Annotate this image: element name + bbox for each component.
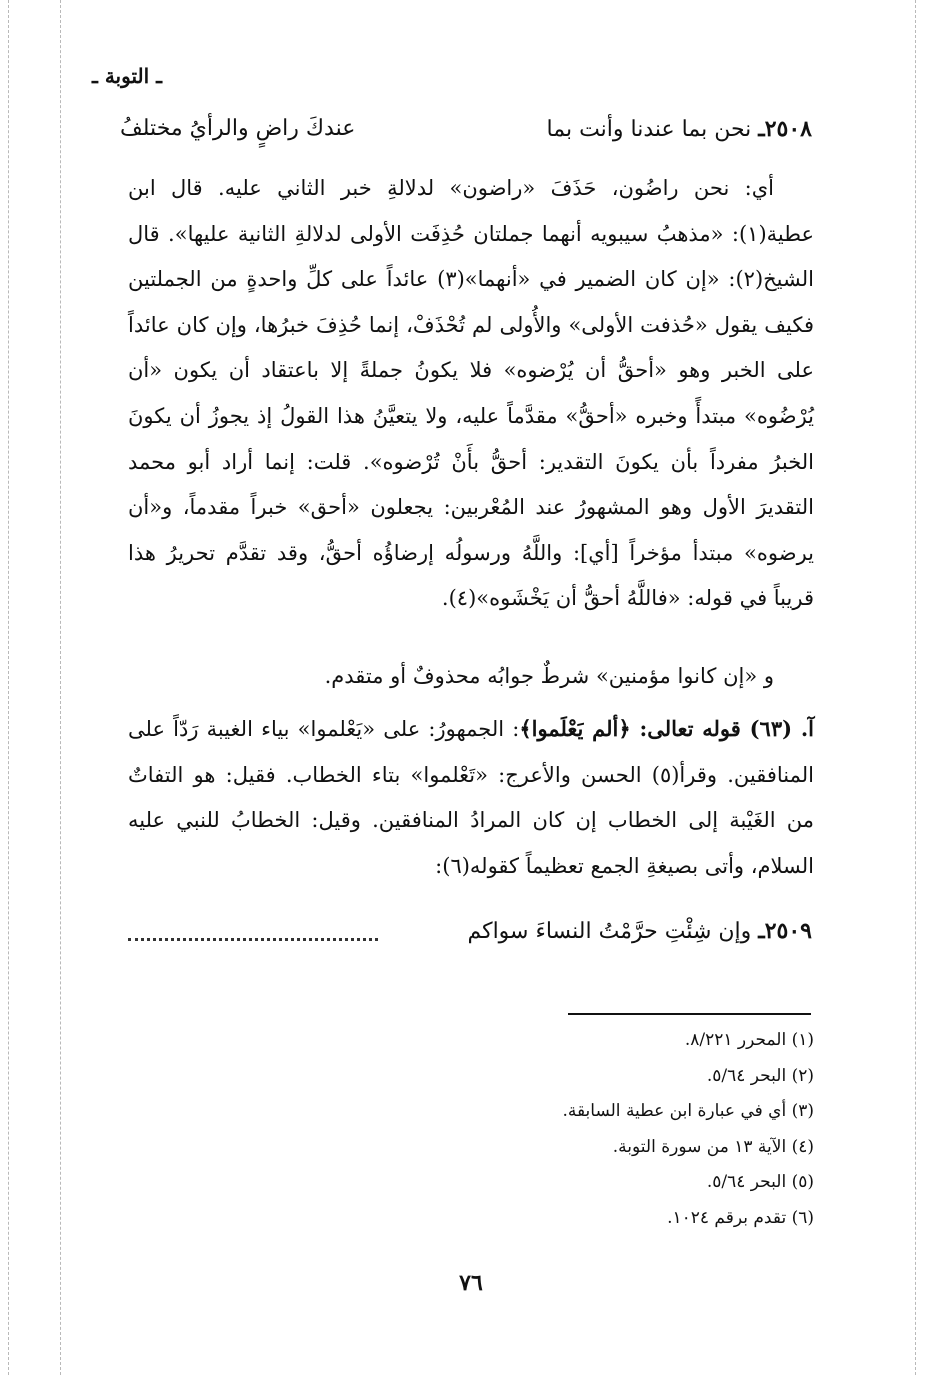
scan-edge-left (8, 0, 9, 1375)
page-number: ٧٦ (459, 1270, 483, 1296)
verse-2509 (400, 918, 812, 950)
footnote-separator (568, 1013, 811, 1015)
paragraph-verse-63 (128, 706, 814, 889)
verse-number: ٢٥٠٩ـ (758, 918, 812, 944)
verse-2508 (120, 116, 812, 148)
verse-63-text: : الجمهورُ: على «يَعْلموا» بياء الغيبة رَدّاً على المنافقين. وقرأ(٥) الحسن والأعرج: «تَعْلموا» بتاء الخطاب. فقيل: هو التفاتٌ من الغَيْبة إلى الخطاب إن كان المرادُ المنافقين. وقيل: الخطابُ للنبي عليه السلام، وأتى بصيغةِ الجمع تعظيماً كقوله(٦): (128, 717, 814, 878)
footnote-1: (١) المحرر ٨/٢٢١. (684, 1030, 814, 1050)
footnote-4: (٤) الآية ١٣ من سورة التوبة. (612, 1137, 814, 1157)
verse-number: ٢٥٠٨ـ (758, 116, 812, 142)
verse-63-heading: آ. (٦٣) قوله تعالى: ﴿ألم يَعْلَموا﴾ (519, 716, 814, 741)
paragraph-commentary: أي: نحن راضُون، حَذَفَ «راضون» لدلالةِ خبر الثاني عليه. قال ابن عطية(١): «مذهبُ سيبويه أنهما جملتان حُذِفَت الأولى لدلالةِ الثانية عليها». قال الشيخ(٢): «إن كان الضمير في «أنهما»(٣) عائداً على كلِّ واحدةٍ من الجملتين فكيف يقول «حُذفت الأولى» والأُولى لم تُحْذَفْ، إنما حُذِفَ خبرُها، وإن كان عائداً على الخبر وهو «أحقُّ أن يُرْضوه» فلا يكونُ جملةً إلا باعتقاد أن يكون «أن يُرْضُوه» مبتدأً وخبره «أحقُّ» مقدَّماً عليه، ولا يتعيَّنُ هذا القولُ إذ يجوزُ أن يكونَ الخبرُ مفرداً بأن يكونَ التقدير: أحقُّ بأَنْ تُرْضوه». قلت: إنما أراد أبو محمد التقديرَ الأول وهو المشهورُ عند المُعْربين: يجعلون «أحق» خبراً مقدماً، و«أن يرضوه» مبتدأ مؤخراً [أي]: واللَّهُ ورسولُه إرضاؤُه أحقُّ، وقد تقدَّم تحريرُ هذا قريباً في قوله: «فاللَّهُ أحقُّ أن يَخْشَوه»(٤). (128, 176, 814, 611)
paragraph-condition: و «إن كانوا مؤمنين» شرطٌ جوابُه محذوفٌ أو متقدم. (324, 664, 774, 688)
footnote-2: (٢) البحر ٥/٦٤. (706, 1066, 814, 1086)
scan-edge-right (915, 0, 916, 1375)
hemistich-2: عندكَ راضٍ والرأيُ مختلفُ (120, 116, 356, 141)
verse-2509-first-half (467, 918, 812, 944)
verse-2508-first-half (547, 116, 812, 142)
footnote-5: (٥) البحر ٥/٦٤. (706, 1172, 814, 1192)
scan-edge-inner (60, 0, 61, 1375)
hemistich-1: وإن شِئْتِ حرَّمْتُ النساءَ سواكم (467, 919, 752, 944)
footnote-3: (٣) أي في عبارة ابن عطية السابقة. (562, 1101, 814, 1121)
running-header: ـ التوبة ـ (92, 64, 162, 88)
missing-hemistich-dots (128, 938, 378, 941)
hemistich-1: نحن بما عندنا وأنت بما (546, 117, 752, 142)
footnote-6: (٦) تقدم برقم ١٠٢٤. (667, 1208, 814, 1228)
